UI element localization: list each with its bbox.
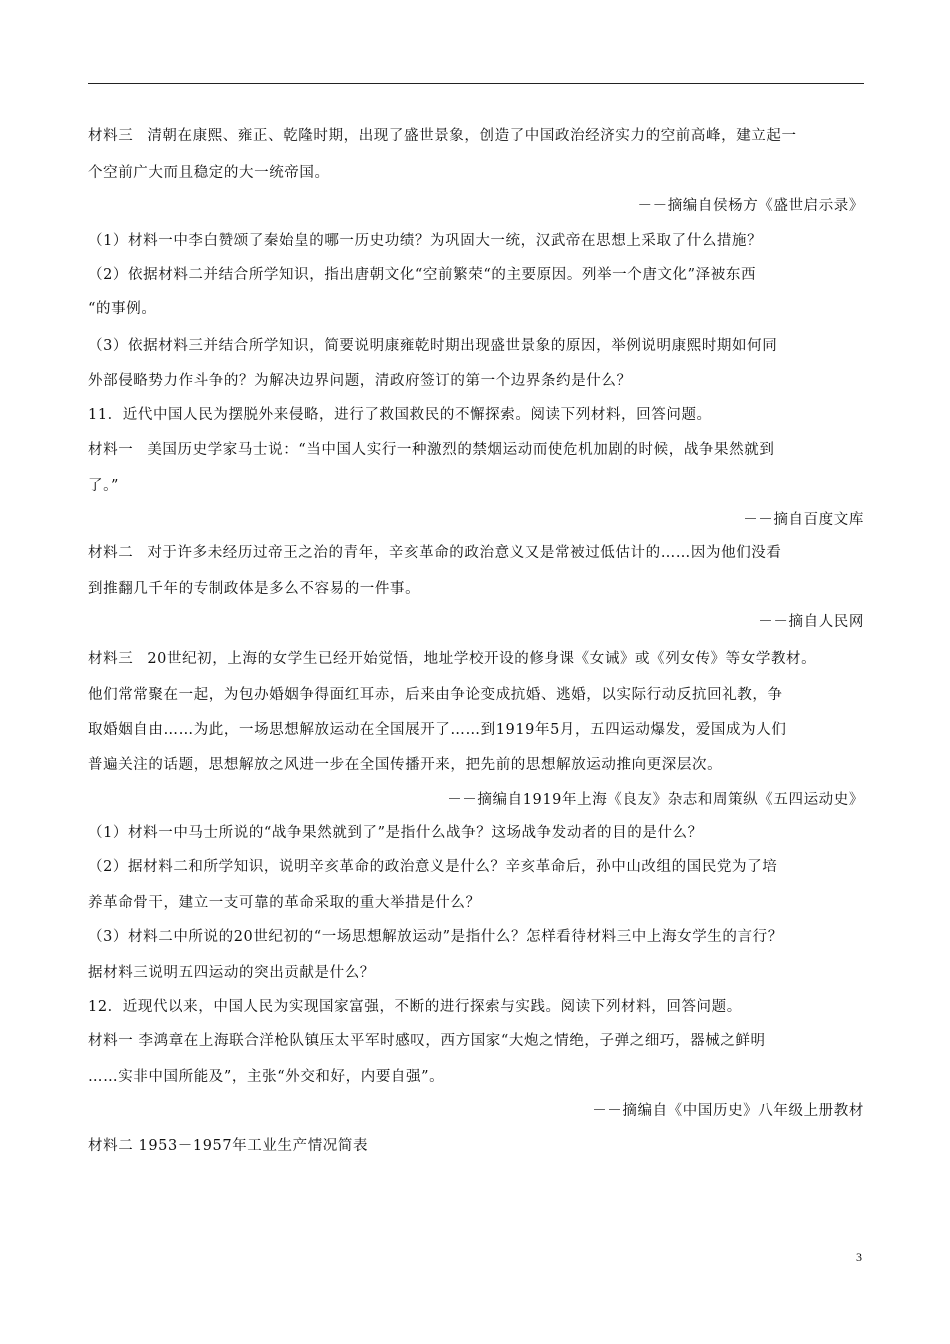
question-item-continuation: 外部侵略势力作斗争的？为解决边界问题，清政府签订的第一个边界条约是什么？ [88, 373, 632, 389]
material-paragraph-line: 材料一 李鸿章在上海联合洋枪队镇压太平军时感叹，西方国家“大炮之情绝，子弹之细巧，器械之鲜明 [88, 1033, 766, 1049]
question-item: （1）材料一中李白赞颂了秦始皇的哪一历史功绩？为巩固大一统，汉武帝在思想上采取了什么措施？ [88, 233, 763, 249]
material-paragraph-line: 材料三 清朝在康熙、雍正、乾隆时期，出现了盛世景象，创造了中国政治经济实力的空前高峰，建立起一 [88, 128, 797, 144]
material-paragraph-line: 他们常常聚在一起，为包办婚姻争得面红耳赤，后来由争论变成抗婚、逃婚，以实际行动反抗回礼教，争 [88, 687, 783, 703]
question-item: （1）材料一中马士所说的“战争果然就到了”是指什么战争？这场战争发动者的目的是什么？ [88, 825, 703, 841]
header-rule [88, 83, 864, 84]
question-item-continuation: 养革命骨干，建立一支可靠的革命采取的重大举措是什么？ [88, 895, 481, 911]
material-paragraph-line: 取婚姻自由……为此，一场思想解放运动在全国展开了……到1919年5月，五四运动爆发，爱国成为人们 [88, 722, 787, 738]
material-paragraph-line: 材料二 对于许多未经历过帝王之治的青年，辛亥革命的政治意义又是常被过低估计的……因为他们没看 [88, 545, 782, 561]
material-paragraph-line: 材料二 1953－1957年工业生产情况简表 [88, 1138, 369, 1154]
material-paragraph-line: 个空前广大而且稳定的大一统帝国。 [88, 165, 330, 181]
question-heading-12: 12．近现代以来，中国人民为实现国家富强，不断的进行探索与实践。阅读下列材料，回答问题。 [88, 999, 742, 1015]
material-paragraph-line: 材料一 美国历史学家马士说：“当中国人实行一种激烈的禁烟运动而使危机加剧的时候，战争果然就到 [88, 442, 775, 458]
material-paragraph-line: 了。” [88, 478, 119, 494]
material-paragraph-line: 到推翻几千年的专制政体是多么不容易的一件事。 [88, 581, 421, 597]
material-label: 材料三 [88, 651, 134, 667]
material-paragraph-line: 材料三 20世纪初，上海的女学生已经开始觉悟，地址学校开设的修身课《女诫》或《列女传》等女学教材。 [88, 651, 817, 667]
source-citation: －－摘编自《中国历史》八年级上册教材 [592, 1103, 864, 1119]
question-item: （3）依据材料三并结合所学知识，简要说明康雍乾时期出现盛世景象的原因，举例说明康熙时期如何同 [88, 338, 778, 354]
material-paragraph-line: 普遍关注的话题，思想解放之风进一步在全国传播开来，把先前的思想解放运动推向更深层次。 [88, 757, 723, 773]
page-number: 3 [856, 1250, 862, 1264]
question-item: （2）据材料二和所学知识，说明辛亥革命的政治意义是什么？辛亥革命后，孙中山改组的国民党为了培 [88, 859, 778, 875]
question-item-continuation: 据材料三说明五四运动的突出贡献是什么？ [88, 965, 375, 981]
question-item: （3）材料二中所说的20世纪初的“一场思想解放运动”是指什么？怎样看待材料三中上海女学生的言行？ [88, 929, 783, 945]
source-citation: －－摘编自1919年上海《良友》杂志和周策纵《五四运动史》 [447, 792, 864, 808]
source-citation: －－摘自百度文库 [743, 512, 864, 528]
material-label: 材料一 [88, 442, 134, 458]
question-heading-11: 11．近代中国人民为摆脱外来侵略，进行了救国救民的不懈探索。阅读下列材料，回答问题。 [88, 407, 712, 423]
material-label: 材料三 [88, 128, 134, 144]
source-citation: －－摘自人民网 [758, 614, 864, 630]
material-label: 材料二 [88, 545, 134, 561]
question-item-continuation: “的事例。 [88, 301, 157, 317]
question-item: （2）依据材料二并结合所学知识，指出唐朝文化“空前繁荣“的主要原因。列举一个唐文化”泽被东西 [88, 267, 757, 283]
material-paragraph-line: ……实非中国所能及”，主张“外交和好，内要自强”。 [88, 1069, 445, 1085]
source-citation: －－摘编自侯杨方《盛世启示录》 [637, 198, 864, 214]
